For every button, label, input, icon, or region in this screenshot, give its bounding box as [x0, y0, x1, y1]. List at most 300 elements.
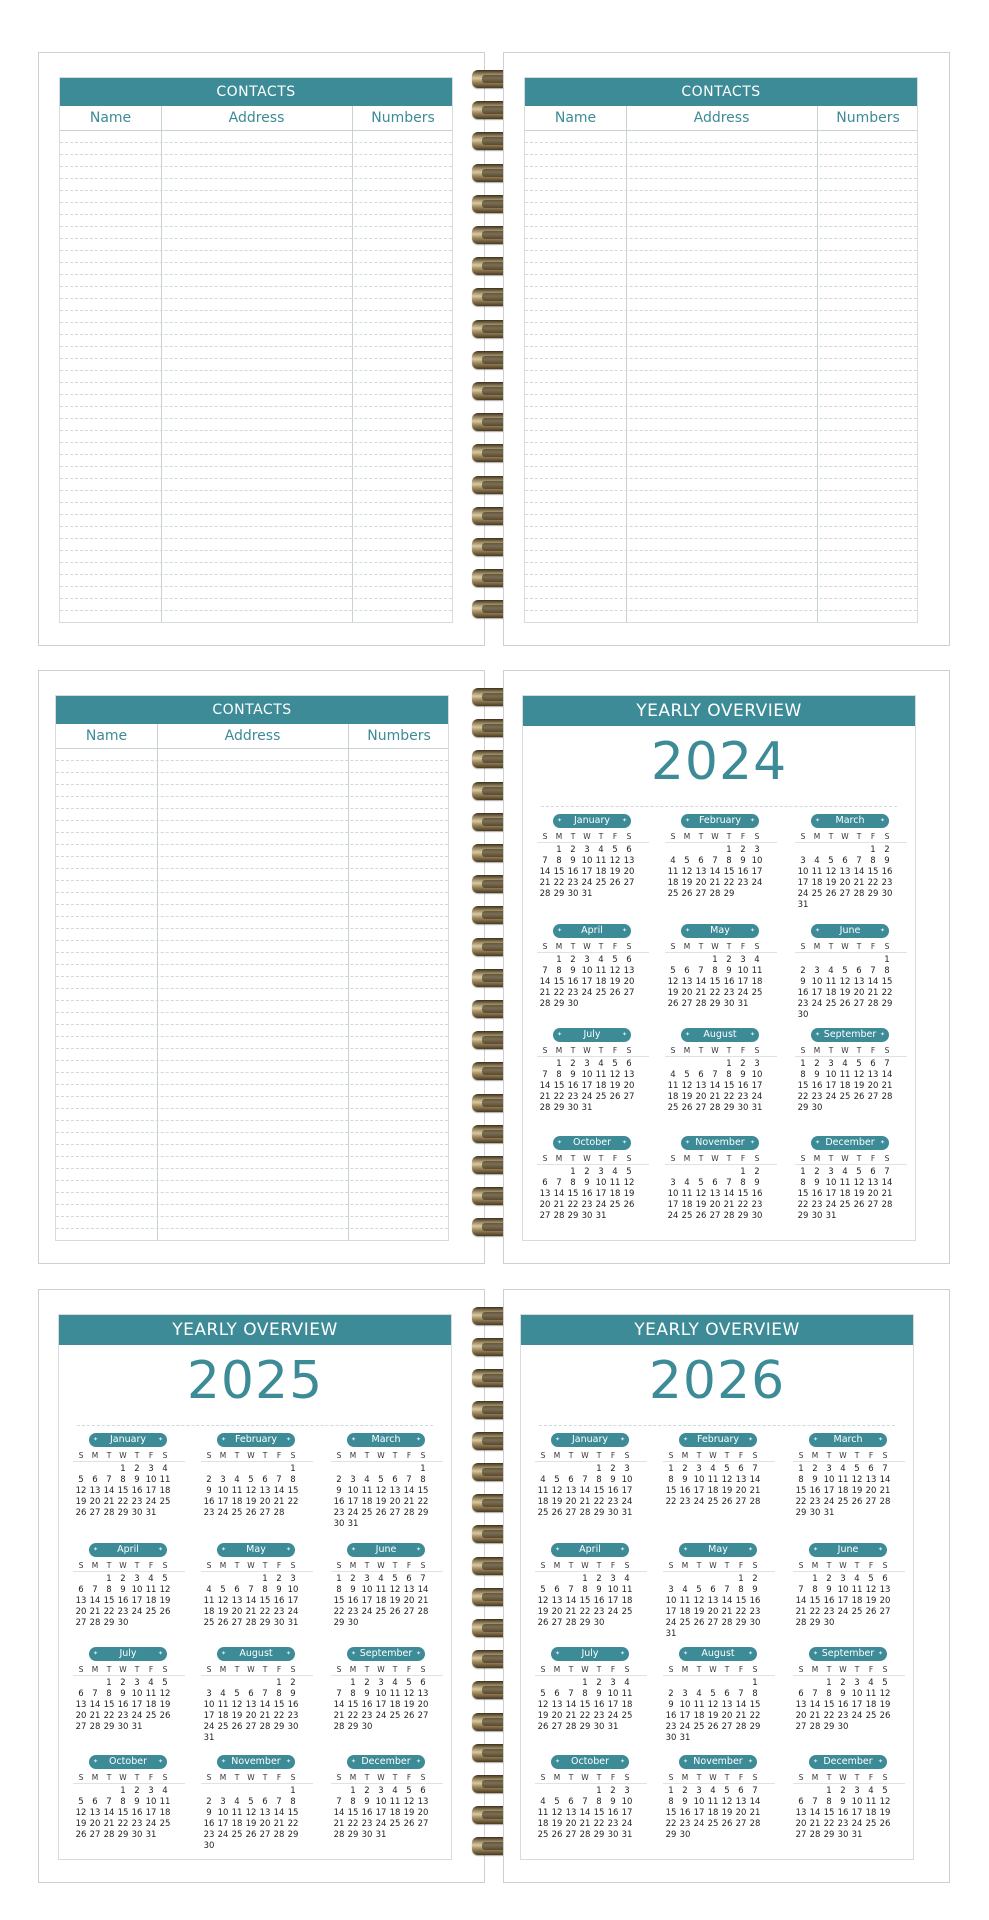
day-number: 27	[623, 878, 635, 888]
day-number: 28	[881, 1200, 893, 1210]
weekday-label: W	[583, 1046, 591, 1055]
weekday-label: W	[583, 942, 591, 951]
day-number: 28	[867, 999, 879, 1009]
day-number: 2	[814, 1167, 820, 1177]
month-july	[535, 1647, 647, 1747]
day-number: 5	[162, 1574, 168, 1584]
day-number: 3	[134, 1574, 140, 1584]
day-number: 29	[553, 999, 565, 1009]
day-number: 5	[882, 1678, 888, 1688]
day-number: 24	[581, 1092, 593, 1102]
day-number: 21	[709, 1092, 721, 1102]
day-number: 7	[724, 1585, 730, 1595]
weekday-label: T	[106, 1451, 112, 1460]
day-number: 13	[795, 1808, 807, 1818]
day-number: 6	[626, 1059, 632, 1069]
weekday-row	[665, 1045, 777, 1057]
day-number: 30	[361, 1722, 373, 1732]
page-yearly-2024	[503, 670, 950, 1264]
day-number: 9	[754, 1178, 760, 1188]
day-number: 27	[231, 1618, 243, 1628]
day-number: 31	[595, 1211, 607, 1221]
day-number: 22	[287, 1497, 299, 1507]
month-label: ✦ December ✦	[811, 1136, 889, 1150]
contact-row-line	[56, 1072, 448, 1073]
contacts-header: CONTACTS	[56, 696, 448, 724]
planner-spread-2	[38, 670, 950, 1264]
day-number: 2	[814, 1059, 820, 1069]
contact-row-line	[56, 976, 448, 977]
day-number: 14	[565, 1700, 577, 1710]
day-number: 28	[403, 1508, 415, 1518]
weekday-label: T	[696, 1561, 702, 1570]
day-number: 26	[403, 1711, 415, 1721]
month-label: ✦ November ✦	[679, 1755, 757, 1769]
day-number: 14	[273, 1486, 285, 1496]
month-june	[793, 1543, 905, 1643]
weekday-label: T	[698, 942, 704, 951]
day-number: 18	[667, 878, 679, 888]
day-number: 26	[707, 1722, 719, 1732]
weekday-label: F	[612, 1046, 618, 1055]
day-number: 7	[752, 1464, 758, 1474]
day-number: 30	[593, 1618, 605, 1628]
day-number: 14	[867, 977, 879, 987]
day-number: 23	[361, 1711, 373, 1721]
day-number: 14	[709, 1081, 721, 1091]
day-number: 11	[865, 1797, 877, 1807]
contact-row-line	[525, 214, 917, 215]
day-number: 20	[259, 1819, 271, 1829]
day-number: 30	[273, 1618, 285, 1628]
day-number: 21	[539, 988, 551, 998]
day-number: 11	[231, 1486, 243, 1496]
day-number: 24	[217, 1830, 229, 1840]
weekday-label: F	[406, 1561, 412, 1570]
day-number: 5	[696, 1585, 702, 1595]
day-number: 16	[117, 1596, 129, 1606]
day-number: 30	[797, 1010, 809, 1020]
day-number: 25	[389, 1819, 401, 1829]
day-number: 21	[579, 1497, 591, 1507]
weekday-label: W	[119, 1773, 127, 1782]
day-number: 21	[273, 1819, 285, 1829]
day-number: 4	[684, 1178, 690, 1188]
day-number: 16	[837, 1700, 849, 1710]
contact-row-line	[60, 610, 452, 611]
month-label: ✦ December ✦	[347, 1755, 425, 1769]
day-number: 15	[417, 1486, 429, 1496]
day-number: 23	[361, 1819, 373, 1829]
day-number: 6	[868, 1464, 874, 1474]
day-number: 26	[681, 1103, 693, 1113]
weekday-label: S	[670, 942, 676, 951]
day-number: 8	[870, 856, 876, 866]
day-number: 1	[812, 1574, 818, 1584]
day-number: 31	[607, 1722, 619, 1732]
weekday-row	[793, 1560, 905, 1572]
month-march	[793, 1433, 905, 1533]
day-number: 15	[867, 867, 879, 877]
day-number: 18	[609, 1189, 621, 1199]
day-number: 12	[853, 1178, 865, 1188]
day-number: 30	[607, 1508, 619, 1518]
day-number: 26	[851, 1497, 863, 1507]
day-number: 19	[839, 988, 851, 998]
day-number: 1	[752, 1678, 758, 1688]
day-number: 14	[881, 1178, 893, 1188]
contact-row-line	[525, 298, 917, 299]
day-number: 4	[710, 1786, 716, 1796]
day-number: 23	[749, 1607, 761, 1617]
weekday-label: S	[206, 1451, 212, 1460]
month-label: ✦ July ✦	[89, 1647, 167, 1661]
day-number: 8	[826, 1689, 832, 1699]
month-label: ✦ October ✦	[89, 1755, 167, 1769]
day-number: 25	[825, 999, 837, 1009]
month-april	[535, 1543, 647, 1643]
day-number: 14	[403, 1486, 415, 1496]
day-number: 24	[823, 1497, 835, 1507]
day-number: 6	[870, 1059, 876, 1069]
day-number: 15	[347, 1700, 359, 1710]
day-number: 3	[800, 856, 806, 866]
day-number: 4	[364, 1475, 370, 1485]
weekday-label: T	[826, 1665, 832, 1674]
day-number: 8	[884, 966, 890, 976]
weekday-label: S	[754, 942, 760, 951]
day-number: 24	[287, 1607, 299, 1617]
month-march	[331, 1433, 443, 1533]
contact-row-line	[56, 1036, 448, 1037]
weekday-label: S	[78, 1451, 84, 1460]
weekday-label: M	[555, 942, 563, 951]
day-number: 6	[882, 1574, 888, 1584]
weekday-label: S	[542, 1154, 548, 1163]
weekday-label: M	[219, 1773, 227, 1782]
day-number: 17	[581, 867, 593, 877]
day-number: 8	[668, 1797, 674, 1807]
weekday-label: S	[624, 1773, 630, 1782]
weekday-label: T	[698, 1154, 704, 1163]
day-number: 18	[231, 1497, 243, 1507]
weekday-label: M	[681, 1561, 689, 1570]
weekday-label: F	[276, 1773, 282, 1782]
day-number: 9	[752, 1585, 758, 1595]
day-number: 12	[721, 1475, 733, 1485]
day-number: 4	[868, 1678, 874, 1688]
day-number: 28	[579, 1830, 591, 1840]
day-number: 4	[392, 1678, 398, 1688]
weekday-label: T	[392, 1561, 398, 1570]
day-number: 31	[581, 1103, 593, 1113]
contact-row-line	[56, 1144, 448, 1145]
weekday-label: S	[752, 1665, 758, 1674]
day-number: 16	[131, 1808, 143, 1818]
day-number: 3	[350, 1475, 356, 1485]
day-number: 11	[537, 1808, 549, 1818]
weekday-label: F	[610, 1451, 616, 1460]
day-number: 20	[231, 1607, 243, 1617]
day-number: 20	[259, 1497, 271, 1507]
weekday-row	[73, 1560, 185, 1572]
day-number: 20	[565, 1497, 577, 1507]
day-number: 3	[584, 845, 590, 855]
day-number: 21	[565, 1711, 577, 1721]
day-number: 28	[579, 1508, 591, 1518]
day-number: 30	[811, 1211, 823, 1221]
day-number: 12	[609, 1070, 621, 1080]
month-label: ✦ June ✦	[811, 924, 889, 938]
weekday-label: T	[234, 1665, 240, 1674]
day-number: 9	[740, 1070, 746, 1080]
column-divider	[352, 106, 353, 622]
day-number: 22	[665, 1819, 677, 1829]
day-number: 15	[273, 1700, 285, 1710]
weekday-label: W	[709, 1773, 717, 1782]
month-november	[665, 1136, 777, 1236]
day-number: 25	[839, 1200, 851, 1210]
day-number: 17	[797, 878, 809, 888]
weekday-label: F	[738, 1773, 744, 1782]
weekday-label: W	[581, 1773, 589, 1782]
day-number: 4	[148, 1574, 154, 1584]
day-number: 28	[879, 1497, 891, 1507]
day-number: 22	[867, 878, 879, 888]
day-number: 26	[537, 1618, 549, 1628]
day-number: 21	[273, 1497, 285, 1507]
day-number: 16	[881, 867, 893, 877]
day-number: 24	[693, 1819, 705, 1829]
contact-row-line	[56, 892, 448, 893]
weekday-label: T	[134, 1451, 140, 1460]
day-number: 6	[738, 1464, 744, 1474]
weekday-label: W	[841, 1154, 849, 1163]
day-number: 30	[737, 1103, 749, 1113]
day-number: 31	[823, 1508, 835, 1518]
day-number: 22	[347, 1819, 359, 1829]
day-number: 12	[231, 1700, 243, 1710]
day-number: 17	[621, 1808, 633, 1818]
weekday-label: W	[839, 1561, 847, 1570]
day-number: 23	[823, 1607, 835, 1617]
day-number: 18	[217, 1711, 229, 1721]
contact-row-line	[56, 1012, 448, 1013]
day-number: 10	[217, 1808, 229, 1818]
weekday-label: T	[134, 1665, 140, 1674]
day-number: 13	[551, 1700, 563, 1710]
day-number: 2	[682, 1464, 688, 1474]
weekday-label: T	[726, 1154, 732, 1163]
day-number: 1	[582, 1678, 588, 1688]
weekday-label: F	[406, 1773, 412, 1782]
day-number: 25	[865, 1711, 877, 1721]
day-number: 23	[837, 1819, 849, 1829]
day-number: 28	[333, 1722, 345, 1732]
day-number: 3	[624, 1786, 630, 1796]
day-number: 6	[568, 1797, 574, 1807]
day-number: 3	[378, 1678, 384, 1688]
day-number: 27	[551, 1618, 563, 1628]
day-number: 4	[598, 1059, 604, 1069]
day-number: 4	[682, 1585, 688, 1595]
weekday-label: M	[349, 1561, 357, 1570]
contact-row-line	[525, 334, 917, 335]
day-number: 3	[598, 1167, 604, 1177]
day-number: 28	[245, 1618, 257, 1628]
day-number: 15	[553, 977, 565, 987]
contact-row-line	[60, 550, 452, 551]
weekday-row	[331, 1560, 443, 1572]
day-number: 29	[797, 1211, 809, 1221]
day-number: 14	[553, 1189, 565, 1199]
day-number: 19	[245, 1497, 257, 1507]
column-header-name: Name	[554, 110, 597, 126]
weekday-label: T	[828, 1046, 834, 1055]
day-number: 3	[584, 955, 590, 965]
day-number: 4	[378, 1574, 384, 1584]
day-number: 29	[567, 1211, 579, 1221]
day-number: 11	[667, 867, 679, 877]
day-number: 16	[593, 1596, 605, 1606]
day-number: 6	[554, 1689, 560, 1699]
day-number: 10	[375, 1797, 387, 1807]
day-number: 30	[665, 1733, 677, 1743]
day-number: 7	[106, 1797, 112, 1807]
weekday-label: T	[568, 1665, 574, 1674]
contact-row-line	[60, 490, 452, 491]
contact-row-line	[525, 550, 917, 551]
day-number: 9	[814, 1178, 820, 1188]
weekday-label: M	[683, 942, 691, 951]
weekday-label: S	[884, 942, 890, 951]
weekday-label: T	[364, 1451, 370, 1460]
weekday-label: S	[542, 1046, 548, 1055]
column-header-name: Name	[85, 728, 128, 744]
day-number: 10	[581, 1070, 593, 1080]
day-number: 22	[347, 1711, 359, 1721]
day-number: 7	[698, 966, 704, 976]
day-number: 27	[623, 988, 635, 998]
day-number: 18	[811, 878, 823, 888]
day-number: 13	[879, 1585, 891, 1595]
day-number: 21	[417, 1596, 429, 1606]
day-number: 9	[290, 1689, 296, 1699]
day-number: 25	[145, 1711, 157, 1721]
day-number: 21	[809, 1819, 821, 1829]
yearly-overview	[58, 1314, 452, 1860]
contact-row-line	[525, 286, 917, 287]
day-number: 19	[695, 1200, 707, 1210]
day-number: 14	[103, 1486, 115, 1496]
month-december	[331, 1755, 443, 1855]
contact-row-line	[60, 574, 452, 575]
day-number: 3	[828, 1167, 834, 1177]
day-number: 4	[710, 1464, 716, 1474]
day-number: 11	[865, 1689, 877, 1699]
day-number: 19	[623, 1189, 635, 1199]
weekday-label: T	[724, 1773, 730, 1782]
weekday-label: F	[868, 1451, 874, 1460]
day-number: 8	[120, 1797, 126, 1807]
day-number: 12	[75, 1486, 87, 1496]
day-number: 10	[797, 867, 809, 877]
weekday-label: T	[856, 1154, 862, 1163]
weekday-label: S	[162, 1773, 168, 1782]
day-number: 13	[231, 1596, 243, 1606]
day-number: 1	[262, 1574, 268, 1584]
day-number: 5	[540, 1689, 546, 1699]
weekday-label: F	[738, 1451, 744, 1460]
day-number: 25	[231, 1830, 243, 1840]
page-yearly-2025	[38, 1289, 485, 1883]
contact-row-line	[525, 430, 917, 431]
day-number: 15	[881, 977, 893, 987]
weekday-label: S	[420, 1561, 426, 1570]
day-number: 7	[276, 1797, 282, 1807]
weekday-row	[201, 1450, 313, 1462]
day-number: 26	[623, 1200, 635, 1210]
day-number: 11	[609, 1178, 621, 1188]
weekday-label: W	[839, 1773, 847, 1782]
day-number: 29	[809, 1618, 821, 1628]
weekday-label: S	[752, 1561, 758, 1570]
month-label: ✦ May ✦	[217, 1543, 295, 1557]
day-number: 2	[610, 1464, 616, 1474]
day-number: 29	[665, 1830, 677, 1840]
day-number: 6	[870, 1167, 876, 1177]
day-number: 9	[364, 1797, 370, 1807]
weekday-label: W	[247, 1451, 255, 1460]
day-number: 28	[273, 1508, 285, 1518]
weekday-label: M	[553, 1773, 561, 1782]
day-number: 23	[273, 1607, 285, 1617]
day-number: 25	[707, 1497, 719, 1507]
day-number: 27	[551, 1722, 563, 1732]
day-number: 8	[350, 1689, 356, 1699]
day-number: 19	[217, 1607, 229, 1617]
weekday-label: W	[711, 1046, 719, 1055]
weekday-label: W	[583, 1154, 591, 1163]
contact-row-line	[60, 598, 452, 599]
day-number: 10	[131, 1585, 143, 1595]
day-number: 11	[681, 1189, 693, 1199]
day-number: 9	[276, 1585, 282, 1595]
contact-row-line	[60, 358, 452, 359]
day-number: 8	[556, 966, 562, 976]
day-number: 2	[884, 845, 890, 855]
day-number: 2	[800, 966, 806, 976]
day-number: 17	[665, 1607, 677, 1617]
day-number: 16	[837, 1808, 849, 1818]
day-number: 10	[825, 1070, 837, 1080]
day-number: 26	[695, 1211, 707, 1221]
day-number: 17	[375, 1700, 387, 1710]
day-number: 17	[131, 1596, 143, 1606]
weekday-label: S	[668, 1561, 674, 1570]
column-header-numbers: Numbers	[371, 110, 435, 126]
day-number: 19	[375, 1497, 387, 1507]
day-number: 14	[89, 1700, 101, 1710]
day-number: 14	[539, 1081, 551, 1091]
day-number: 25	[217, 1722, 229, 1732]
day-number: 18	[839, 1081, 851, 1091]
day-number: 25	[595, 988, 607, 998]
day-number: 27	[75, 1618, 87, 1628]
weekday-label: S	[668, 1665, 674, 1674]
day-number: 31	[287, 1618, 299, 1628]
day-number: 1	[120, 1464, 126, 1474]
